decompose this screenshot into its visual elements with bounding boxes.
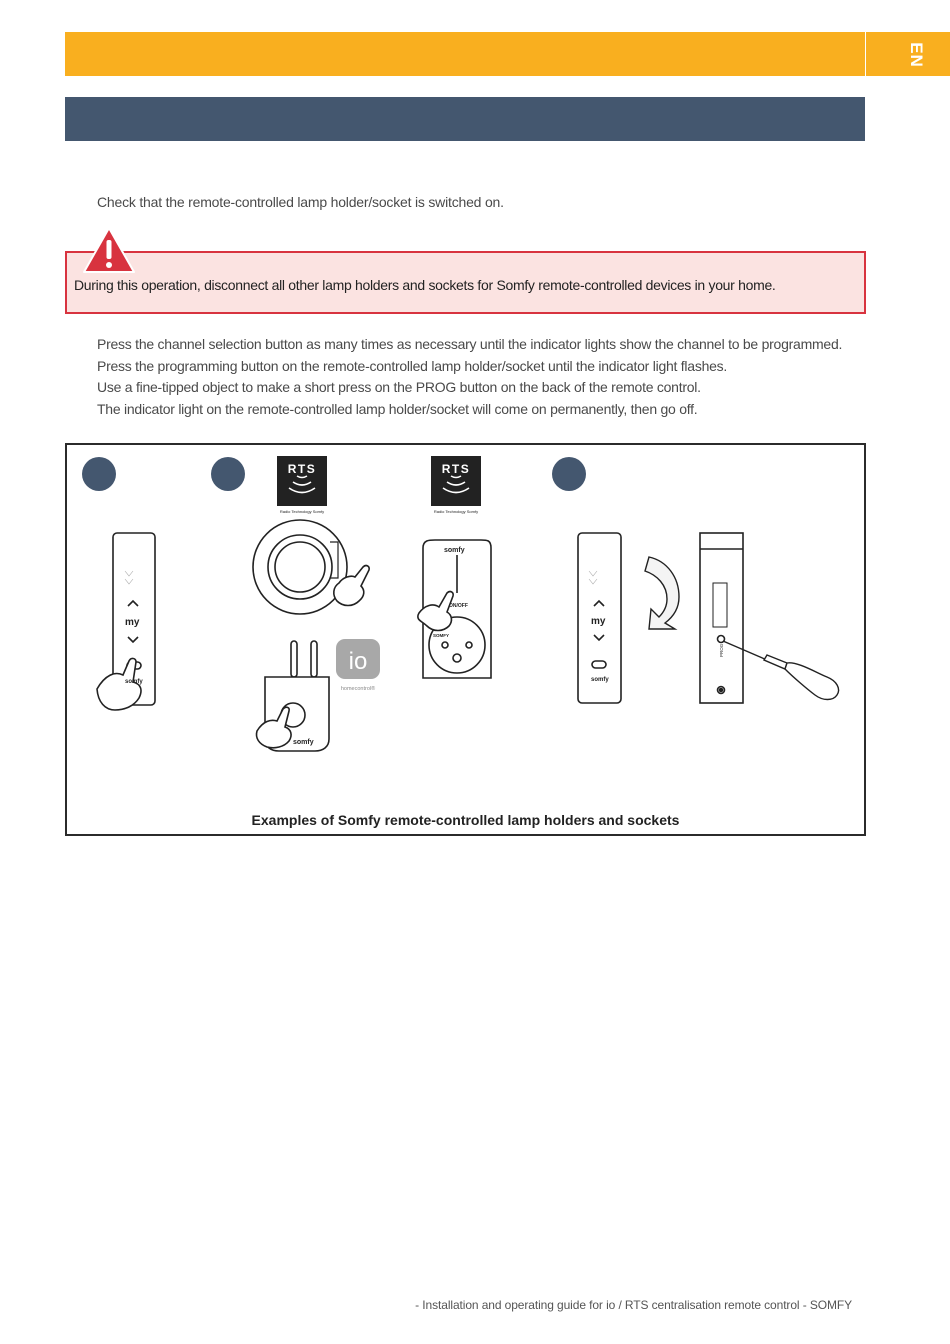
io-label: io [348, 648, 368, 675]
rts-sub-2: Radio Technology Somfy [433, 509, 479, 514]
figure-caption: Examples of Somfy remote-controlled lamp holders and sockets [251, 812, 680, 828]
step-list [97, 334, 842, 421]
step-badge-3 [552, 457, 586, 491]
figure-box [65, 443, 866, 836]
remote-my-logo-1: my [125, 617, 140, 628]
section-title-bar [65, 97, 865, 141]
wall-socket [418, 540, 491, 678]
io-sub: homecontrol® [340, 686, 376, 692]
somfy-caps-label: SOMFY [433, 633, 450, 638]
footer-text: - Installation and operating guide for io / RTS centralisation remote control - SOMFY [415, 1298, 852, 1312]
socket-somfy-logo: somfy [293, 739, 314, 746]
device-illustration [67, 445, 864, 834]
step-badge-2 [211, 457, 245, 491]
remote-somfy-logo-1: somfy [125, 679, 143, 685]
warning-text: During this operation, disconnect all other lamp holders and sockets for Somfy remote-controlled devices in your home. [74, 277, 776, 293]
step-item-3: Use a fine-tipped object to make a short press on the PROG button on the back of the remote control. [97, 379, 701, 396]
prog-label: PROG [719, 643, 724, 657]
header-band [65, 32, 865, 76]
rts-label-1: RTS [287, 462, 317, 476]
remote-control-back [700, 533, 743, 703]
flip-arrow-icon [645, 557, 679, 629]
rts-sub-1: Radio Technology Somfy [279, 509, 325, 514]
on-off-label: ON/OFF [449, 603, 468, 609]
remote-my-logo-2: my [591, 616, 606, 627]
language-label: EN [907, 42, 926, 68]
step-item-2: Press the programming button on the remote-controlled lamp holder/socket until the indicator light flashes. [97, 357, 728, 374]
language-tab [893, 38, 939, 72]
step-badge-1 [82, 457, 116, 491]
remote-somfy-logo-2: somfy [591, 677, 609, 683]
step-item-4: The indicator light on the remote-controlled lamp holder/socket will come on permanently, then go off. [97, 401, 698, 418]
wall-socket-somfy-logo: somfy [444, 547, 465, 554]
step-item-1: Press the channel selection button as many times as necessary until the indicator lights show the channel to be programmed. [97, 336, 843, 352]
lamp-holder [253, 520, 369, 614]
intro-text: Check that the remote-controlled lamp holder/socket is switched on. [97, 194, 504, 210]
rts-label-2: RTS [441, 462, 471, 476]
warning-triangle-icon [82, 226, 136, 274]
plug-in-socket [256, 641, 329, 751]
